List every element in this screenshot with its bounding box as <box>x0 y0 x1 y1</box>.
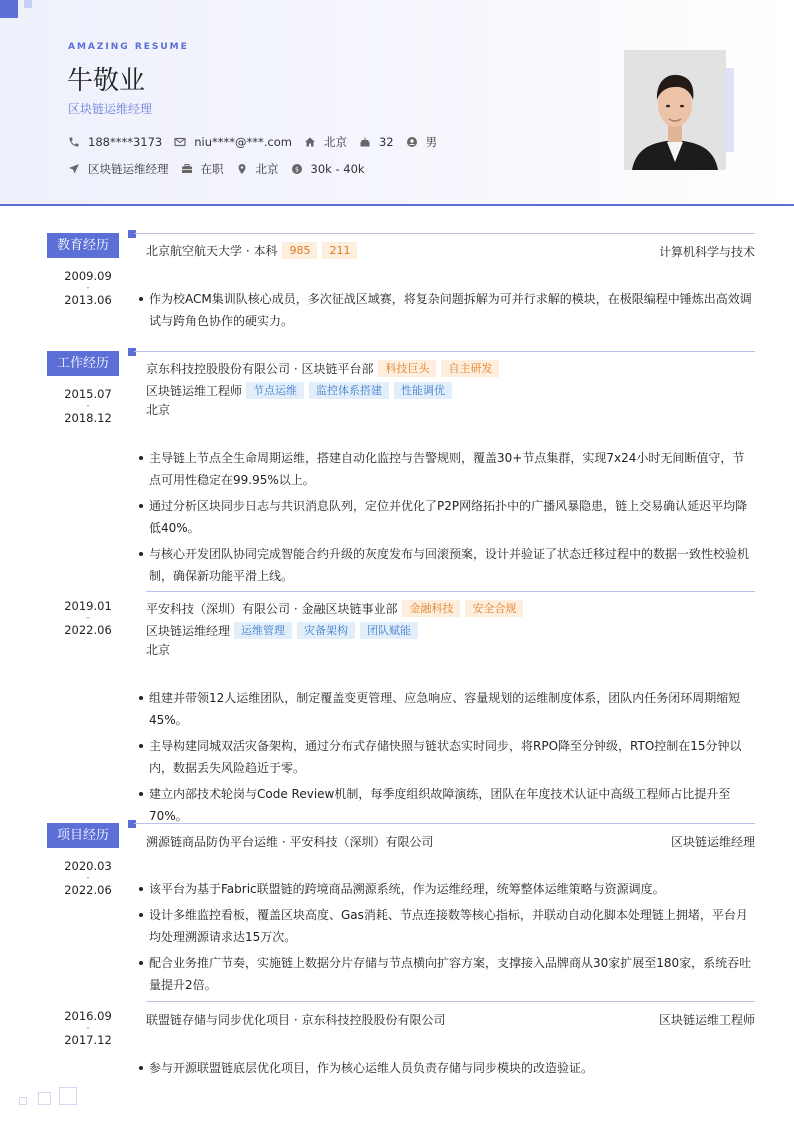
list-item: 配合业务推广节奏，实施链上数据分片存储与节点横向扩容方案，支撑接入品牌商从30家扩展至180家，系统吞吐量提升2倍。 <box>136 952 754 996</box>
mail-icon <box>174 136 186 148</box>
send-icon <box>68 163 80 175</box>
candidate-title: 区块链运维经理 <box>68 102 153 116</box>
entry-divider <box>146 1001 755 1002</box>
work-company-row-2 <box>146 600 523 617</box>
intent-salary-text: 30k - 40k <box>310 162 365 176</box>
education-bullets <box>136 288 754 336</box>
company-name: 京东科技控股股份有限公司 · 区块链平台部 <box>146 362 374 376</box>
company-tag: 金融科技 <box>402 600 460 617</box>
intent-row <box>68 161 377 177</box>
footer-decoration <box>59 1087 77 1105</box>
section-marker <box>128 348 136 356</box>
company-tag: 安全合规 <box>465 600 523 617</box>
project-name-1: 溯源链商品防伪平台运维 · 平安科技（深圳）有限公司 <box>146 835 434 849</box>
email-text: niu****@***.com <box>194 135 292 149</box>
project-date-1: 2020.03 - 2022.06 <box>64 859 112 897</box>
education-major: 计算机科学与技术 <box>658 245 755 259</box>
footer-decoration <box>38 1092 51 1105</box>
contact-email <box>174 135 292 149</box>
contact-gender <box>406 134 438 150</box>
list-item: 作为校ACM集训队核心成员，多次征战区域赛，将复杂问题拆解为可并行求解的模块，在极限编程中锤炼出高效调试与跨角色协作的硬实力。 <box>136 288 754 332</box>
work-bullets-1 <box>136 447 754 591</box>
section-education-label: 教育经历 <box>47 233 119 258</box>
list-item: 通过分析区块同步日志与共识消息队列，定位并优化了P2P网络拓扑中的广播风暴隐患，链上交易确认延迟平均降低40%。 <box>136 495 754 539</box>
company-name: 平安科技（深圳）有限公司 · 金融区块链事业部 <box>146 602 398 616</box>
briefcase-icon <box>181 163 193 175</box>
contact-phone <box>68 135 162 149</box>
age-text: 32 <box>378 135 394 149</box>
list-item: 设计多维监控看板，覆盖区块高度、Gas消耗、节点连接数等核心指标，并联动自动化脚本处理链上拥堵，平台月均处理溯源请求达15万次。 <box>136 904 754 948</box>
candidate-name: 牛敬业 <box>67 66 146 96</box>
home-icon <box>304 136 316 148</box>
section-divider <box>134 823 755 824</box>
work-city-1: 北京 <box>146 403 171 417</box>
phone-text: 188****3173 <box>88 135 163 149</box>
list-item: 主导链上节点全生命周期运维，搭建自动化监控与告警规则，覆盖30+节点集群，实现7x24小时无间断值守，节点可用性稳定在99.95%以上。 <box>136 447 754 491</box>
role-tag: 监控体系搭建 <box>309 382 389 399</box>
contact-row <box>68 134 449 150</box>
intent-status-text: 在职 <box>200 162 224 176</box>
candidate-photo <box>624 50 726 170</box>
list-item: 主导构建同城双活灾备架构，通过分布式存储快照与链状态实时同步，将RPO降至分钟级，RTO控制在15分钟以内，数据丢失风险趋近于零。 <box>136 735 754 779</box>
contact-home <box>304 134 347 150</box>
education-school-row <box>146 242 357 259</box>
role-tag: 性能调优 <box>394 382 452 399</box>
intent-status <box>181 161 224 177</box>
work-city-2: 北京 <box>146 643 171 657</box>
project-role-1: 区块链运维经理 <box>670 835 755 849</box>
footer-decoration <box>19 1097 27 1105</box>
role-name: 区块链运维工程师 <box>146 384 243 398</box>
corner-decoration <box>0 0 18 18</box>
list-item: 参与开源联盟链底层优化项目，作为核心运维人员负责存储与同步模块的改造验证。 <box>136 1057 754 1079</box>
list-item: 与核心开发团队协同完成智能合约升级的灰度发布与回滚预案，设计并验证了状态迁移过程中的数据一致性校验机制，确保新功能平滑上线。 <box>136 543 754 587</box>
intent-position <box>68 161 169 177</box>
work-company-row-1 <box>146 360 499 377</box>
intent-city <box>236 161 279 177</box>
entry-divider <box>146 591 755 592</box>
company-tag: 自主研发 <box>441 360 499 377</box>
svg-text:$: $ <box>294 166 299 174</box>
phone-icon <box>68 136 80 148</box>
money-icon <box>291 163 303 175</box>
home-text: 北京 <box>323 135 347 149</box>
contact-age <box>359 135 394 149</box>
work-date-2: 2019.01 - 2022.06 <box>64 599 112 637</box>
location-icon <box>236 163 248 175</box>
intent-city-text: 北京 <box>255 162 279 176</box>
list-item: 组建并带领12人运维团队，制定覆盖变更管理、应急响应、容量规划的运维制度体系，团队内任务闭环周期缩短45%。 <box>136 687 754 731</box>
work-role-row-2 <box>146 622 418 639</box>
corner-decoration-small <box>24 0 32 8</box>
list-item: 建立内部技术轮岗与Code Review机制，每季度组织故障演练，团队在年度技术认证中高级工程师占比提升至70%。 <box>136 783 754 827</box>
project-name-2: 联盟链存储与同步优化项目 · 京东科技控股股份有限公司 <box>146 1013 446 1027</box>
role-tag: 团队赋能 <box>360 622 418 639</box>
section-divider <box>134 351 755 352</box>
section-divider <box>134 233 755 234</box>
role-tag: 节点运维 <box>246 382 304 399</box>
school-name: 北京航空航天大学 · 本科 <box>146 244 278 258</box>
intent-position-text: 区块链运维经理 <box>88 162 169 176</box>
gender-text: 男 <box>425 135 438 149</box>
list-item: 该平台为基于Fabric联盟链的跨境商品溯源系统，作为运维经理，统筹整体运维策略与资源调度。 <box>136 878 754 900</box>
work-bullets-2 <box>136 687 754 831</box>
project-bullets-2 <box>136 1057 754 1083</box>
section-marker <box>128 230 136 238</box>
user-icon <box>406 136 418 148</box>
role-tag: 运维管理 <box>234 622 292 639</box>
project-bullets-1 <box>136 878 754 1000</box>
brand-label: AMAZING RESUME <box>68 42 189 52</box>
school-tag: 211 <box>322 242 357 259</box>
intent-salary <box>291 162 365 176</box>
role-name: 区块链运维经理 <box>146 624 231 638</box>
work-date-1: 2015.07 - 2018.12 <box>64 387 112 425</box>
resume-header <box>0 0 794 206</box>
school-tag: 985 <box>282 242 317 259</box>
company-tag: 科技巨头 <box>378 360 436 377</box>
section-marker <box>128 820 136 828</box>
work-role-row-1 <box>146 382 452 399</box>
section-projects-label: 项目经历 <box>47 823 119 848</box>
role-tag: 灾备架构 <box>297 622 355 639</box>
education-date: 2009.09 - 2013.06 <box>64 269 112 307</box>
section-work-label: 工作经历 <box>47 351 119 376</box>
project-date-2: 2016.09 - 2017.12 <box>64 1009 112 1047</box>
project-role-2: 区块链运维工程师 <box>658 1013 755 1027</box>
cake-icon <box>359 136 371 148</box>
